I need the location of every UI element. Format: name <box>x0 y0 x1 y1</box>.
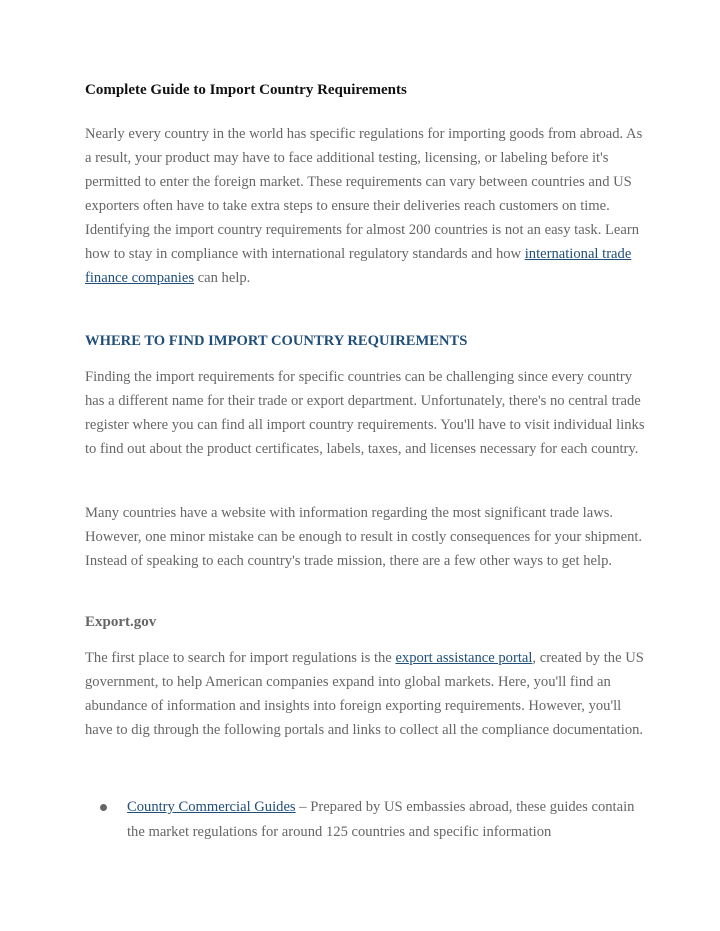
list-item-description: – Prepared by US embassies abroad, these guides contain the market regulations for around 125 countries and specific information <box>127 799 635 840</box>
intro-text-before: Nearly every country in the world has specific regulations for importing goods from abroad. As a result, your product may have to face additional testing, licensing, or labeling before it's permitted to enter the foreign market. These requirements can vary between countries and US exporters often have to take extra steps to ensure their deliveries reach customers on time. Identifying the import country requirements for almost 200 countries is not an easy task. Learn how to stay in compliance with international regulatory standards and how <box>85 126 643 262</box>
page-title: Complete Guide to Import Country Requirements <box>85 82 407 98</box>
intro-text-after: can help. <box>194 270 251 286</box>
intro-paragraph <box>85 122 645 290</box>
subheading-export-gov: Export.gov <box>85 614 157 630</box>
para4-text-before: The first place to search for import regulations is the <box>85 650 396 666</box>
body-paragraph-3: Many countries have a website with information regarding the most significant trade laws. However, one minor mistake can be enough to result in costly consequences for your shipment. Instead of speaking to each country's trade mission, there are a few other ways to get help. <box>85 505 643 569</box>
body-paragraph-2: Finding the import requirements for specific countries can be challenging since every country has a different name for their trade or export department. Unfortunately, there's no central trade register where you can find all import country requirements. You'll have to visit individual links to find out about the product certificates, labels, taxes, and licenses necessary for each country. <box>85 369 645 457</box>
section-heading: WHERE TO FIND IMPORT COUNTRY REQUIREMENTS <box>85 333 468 349</box>
para4-text-after: , created by the US government, to help American companies expand into global markets. Here, you'll find an abundance of information and insights into foreign exporting requirements. However, you'll have to dig through the following portals and links to collect all the compliance documentation. <box>85 650 644 738</box>
body-paragraph-4 <box>85 646 645 742</box>
trade-finance-link[interactable]: international trade finance companies <box>85 246 632 286</box>
export-assistance-portal-link[interactable]: export assistance portal <box>395 650 533 666</box>
country-commercial-guides-link[interactable]: Country Commercial Guides <box>127 799 296 815</box>
list-item-text <box>127 795 647 845</box>
bullet-icon <box>100 804 107 811</box>
